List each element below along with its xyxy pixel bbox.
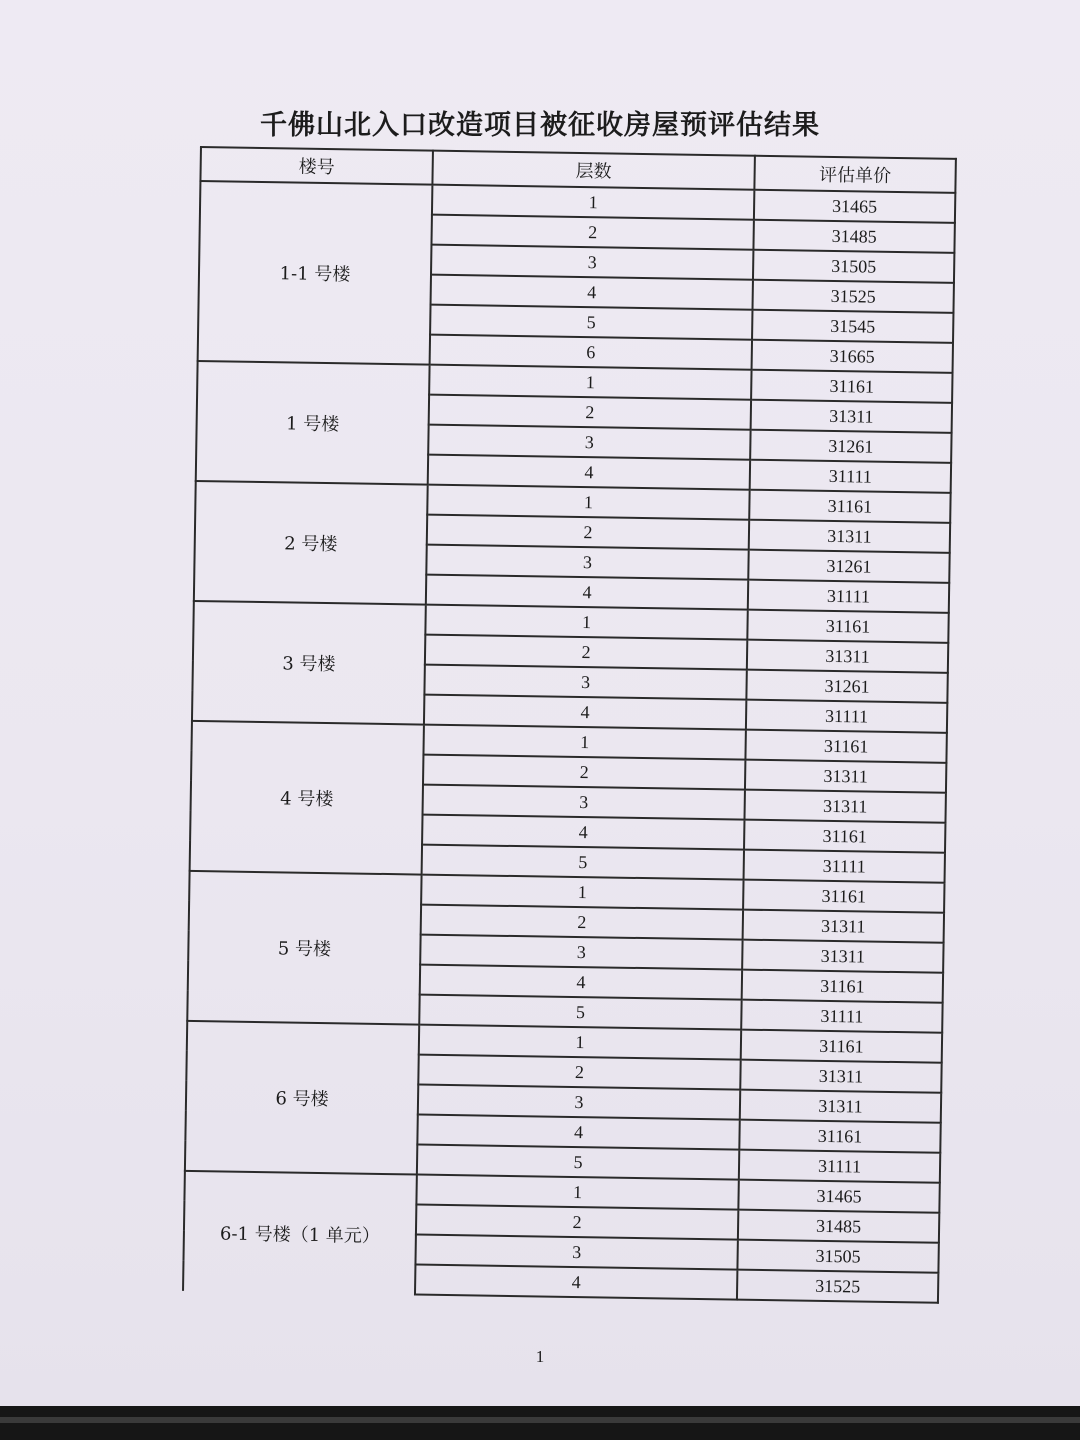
unit-price-cell: 31261 — [750, 430, 951, 463]
building-cell: 2 号楼 — [194, 481, 428, 605]
header-building: 楼号 — [200, 147, 433, 185]
building-cell: 5 号楼 — [187, 871, 421, 1025]
floor-cell: 2 — [416, 1205, 738, 1240]
floor-cell: 4 — [426, 575, 748, 610]
unit-price-cell: 31161 — [739, 1120, 940, 1153]
building-cell: 1 号楼 — [196, 361, 430, 485]
floor-cell: 3 — [428, 425, 750, 460]
floor-cell: 3 — [420, 935, 742, 970]
floor-cell: 2 — [431, 215, 753, 250]
unit-price-cell: 31465 — [738, 1180, 939, 1213]
floor-cell: 2 — [418, 1055, 740, 1090]
floor-cell: 1 — [419, 1025, 741, 1060]
unit-price-cell: 31311 — [749, 520, 950, 553]
unit-price-cell: 31311 — [743, 910, 944, 943]
floor-cell: 3 — [423, 785, 745, 820]
floor-cell: 4 — [428, 455, 750, 490]
floor-cell: 4 — [420, 965, 742, 1000]
unit-price-cell: 31161 — [745, 730, 946, 763]
unit-price-cell: 31545 — [752, 310, 953, 343]
evaluation-table-container — [182, 146, 955, 1304]
floor-cell: 1 — [423, 725, 745, 760]
floor-cell: 6 — [430, 335, 752, 370]
building-cell: 1-1 号楼 — [198, 181, 433, 365]
unit-price-cell: 31485 — [753, 220, 954, 253]
unit-price-cell: 31111 — [748, 580, 949, 613]
unit-price-cell: 31261 — [746, 670, 947, 703]
unit-price-cell: 31505 — [753, 250, 954, 283]
unit-price-cell: 31111 — [739, 1150, 940, 1183]
building-cell: 4 号楼 — [190, 721, 424, 875]
unit-price-cell: 31111 — [750, 460, 951, 493]
floor-cell: 3 — [431, 245, 753, 280]
unit-price-cell: 31161 — [742, 970, 943, 1003]
floor-cell: 1 — [432, 185, 754, 220]
unit-price-cell: 31311 — [747, 640, 948, 673]
page-bottom-edge — [0, 1406, 1080, 1440]
floor-cell: 4 — [422, 815, 744, 850]
unit-price-cell: 31111 — [746, 700, 947, 733]
floor-cell: 5 — [422, 845, 744, 880]
document-title: 千佛山北入口改造项目被征收房屋预评估结果 — [260, 110, 820, 141]
unit-price-cell: 31311 — [744, 790, 945, 823]
unit-price-cell: 31505 — [737, 1240, 938, 1273]
unit-price-cell: 31311 — [745, 760, 946, 793]
table-body — [183, 181, 955, 1303]
floor-cell: 1 — [416, 1175, 738, 1210]
unit-price-cell: 31161 — [741, 1030, 942, 1063]
header-floor: 层数 — [432, 151, 754, 190]
unit-price-cell: 31111 — [744, 850, 945, 883]
floor-cell: 1 — [425, 605, 747, 640]
floor-cell: 5 — [419, 995, 741, 1030]
floor-cell: 5 — [430, 305, 752, 340]
floor-cell: 4 — [424, 695, 746, 730]
unit-price-cell: 31111 — [741, 1000, 942, 1033]
unit-price-cell: 31485 — [738, 1210, 939, 1243]
unit-price-cell: 31465 — [754, 190, 955, 223]
floor-cell: 3 — [415, 1235, 737, 1270]
building-cell: 6 号楼 — [185, 1021, 419, 1175]
floor-cell: 3 — [426, 545, 748, 580]
unit-price-cell: 31525 — [752, 280, 953, 313]
unit-price-cell: 31311 — [740, 1060, 941, 1093]
floor-cell: 5 — [417, 1145, 739, 1180]
floor-cell: 1 — [421, 875, 743, 910]
building-cell: 3 号楼 — [192, 601, 426, 725]
page-bottom-edge-highlight — [0, 1417, 1080, 1423]
floor-cell: 4 — [431, 275, 753, 310]
floor-cell: 2 — [421, 905, 743, 940]
unit-price-cell: 31525 — [737, 1270, 938, 1303]
unit-price-cell: 31161 — [747, 610, 948, 643]
floor-cell: 1 — [427, 485, 749, 520]
header-unit-price: 评估单价 — [754, 156, 956, 193]
floor-cell: 2 — [423, 755, 745, 790]
floor-cell: 2 — [425, 635, 747, 670]
floor-cell: 1 — [429, 365, 751, 400]
building-cell: 6-1 号楼（1 单元） — [183, 1171, 417, 1295]
floor-cell: 3 — [418, 1085, 740, 1120]
floor-cell: 3 — [424, 665, 746, 700]
unit-price-cell: 31161 — [749, 490, 950, 523]
unit-price-cell: 31311 — [740, 1090, 941, 1123]
unit-price-cell: 31261 — [748, 550, 949, 583]
floor-cell: 2 — [427, 515, 749, 550]
floor-cell: 4 — [415, 1265, 737, 1300]
evaluation-table — [182, 146, 957, 1304]
floor-cell: 4 — [417, 1115, 739, 1150]
unit-price-cell: 31311 — [742, 940, 943, 973]
unit-price-cell: 31161 — [743, 880, 944, 913]
unit-price-cell: 31311 — [751, 400, 952, 433]
unit-price-cell: 31161 — [744, 820, 945, 853]
unit-price-cell: 31161 — [751, 370, 952, 403]
unit-price-cell: 31665 — [752, 340, 953, 373]
floor-cell: 2 — [429, 395, 751, 430]
page-number: 1 — [535, 1347, 545, 1366]
